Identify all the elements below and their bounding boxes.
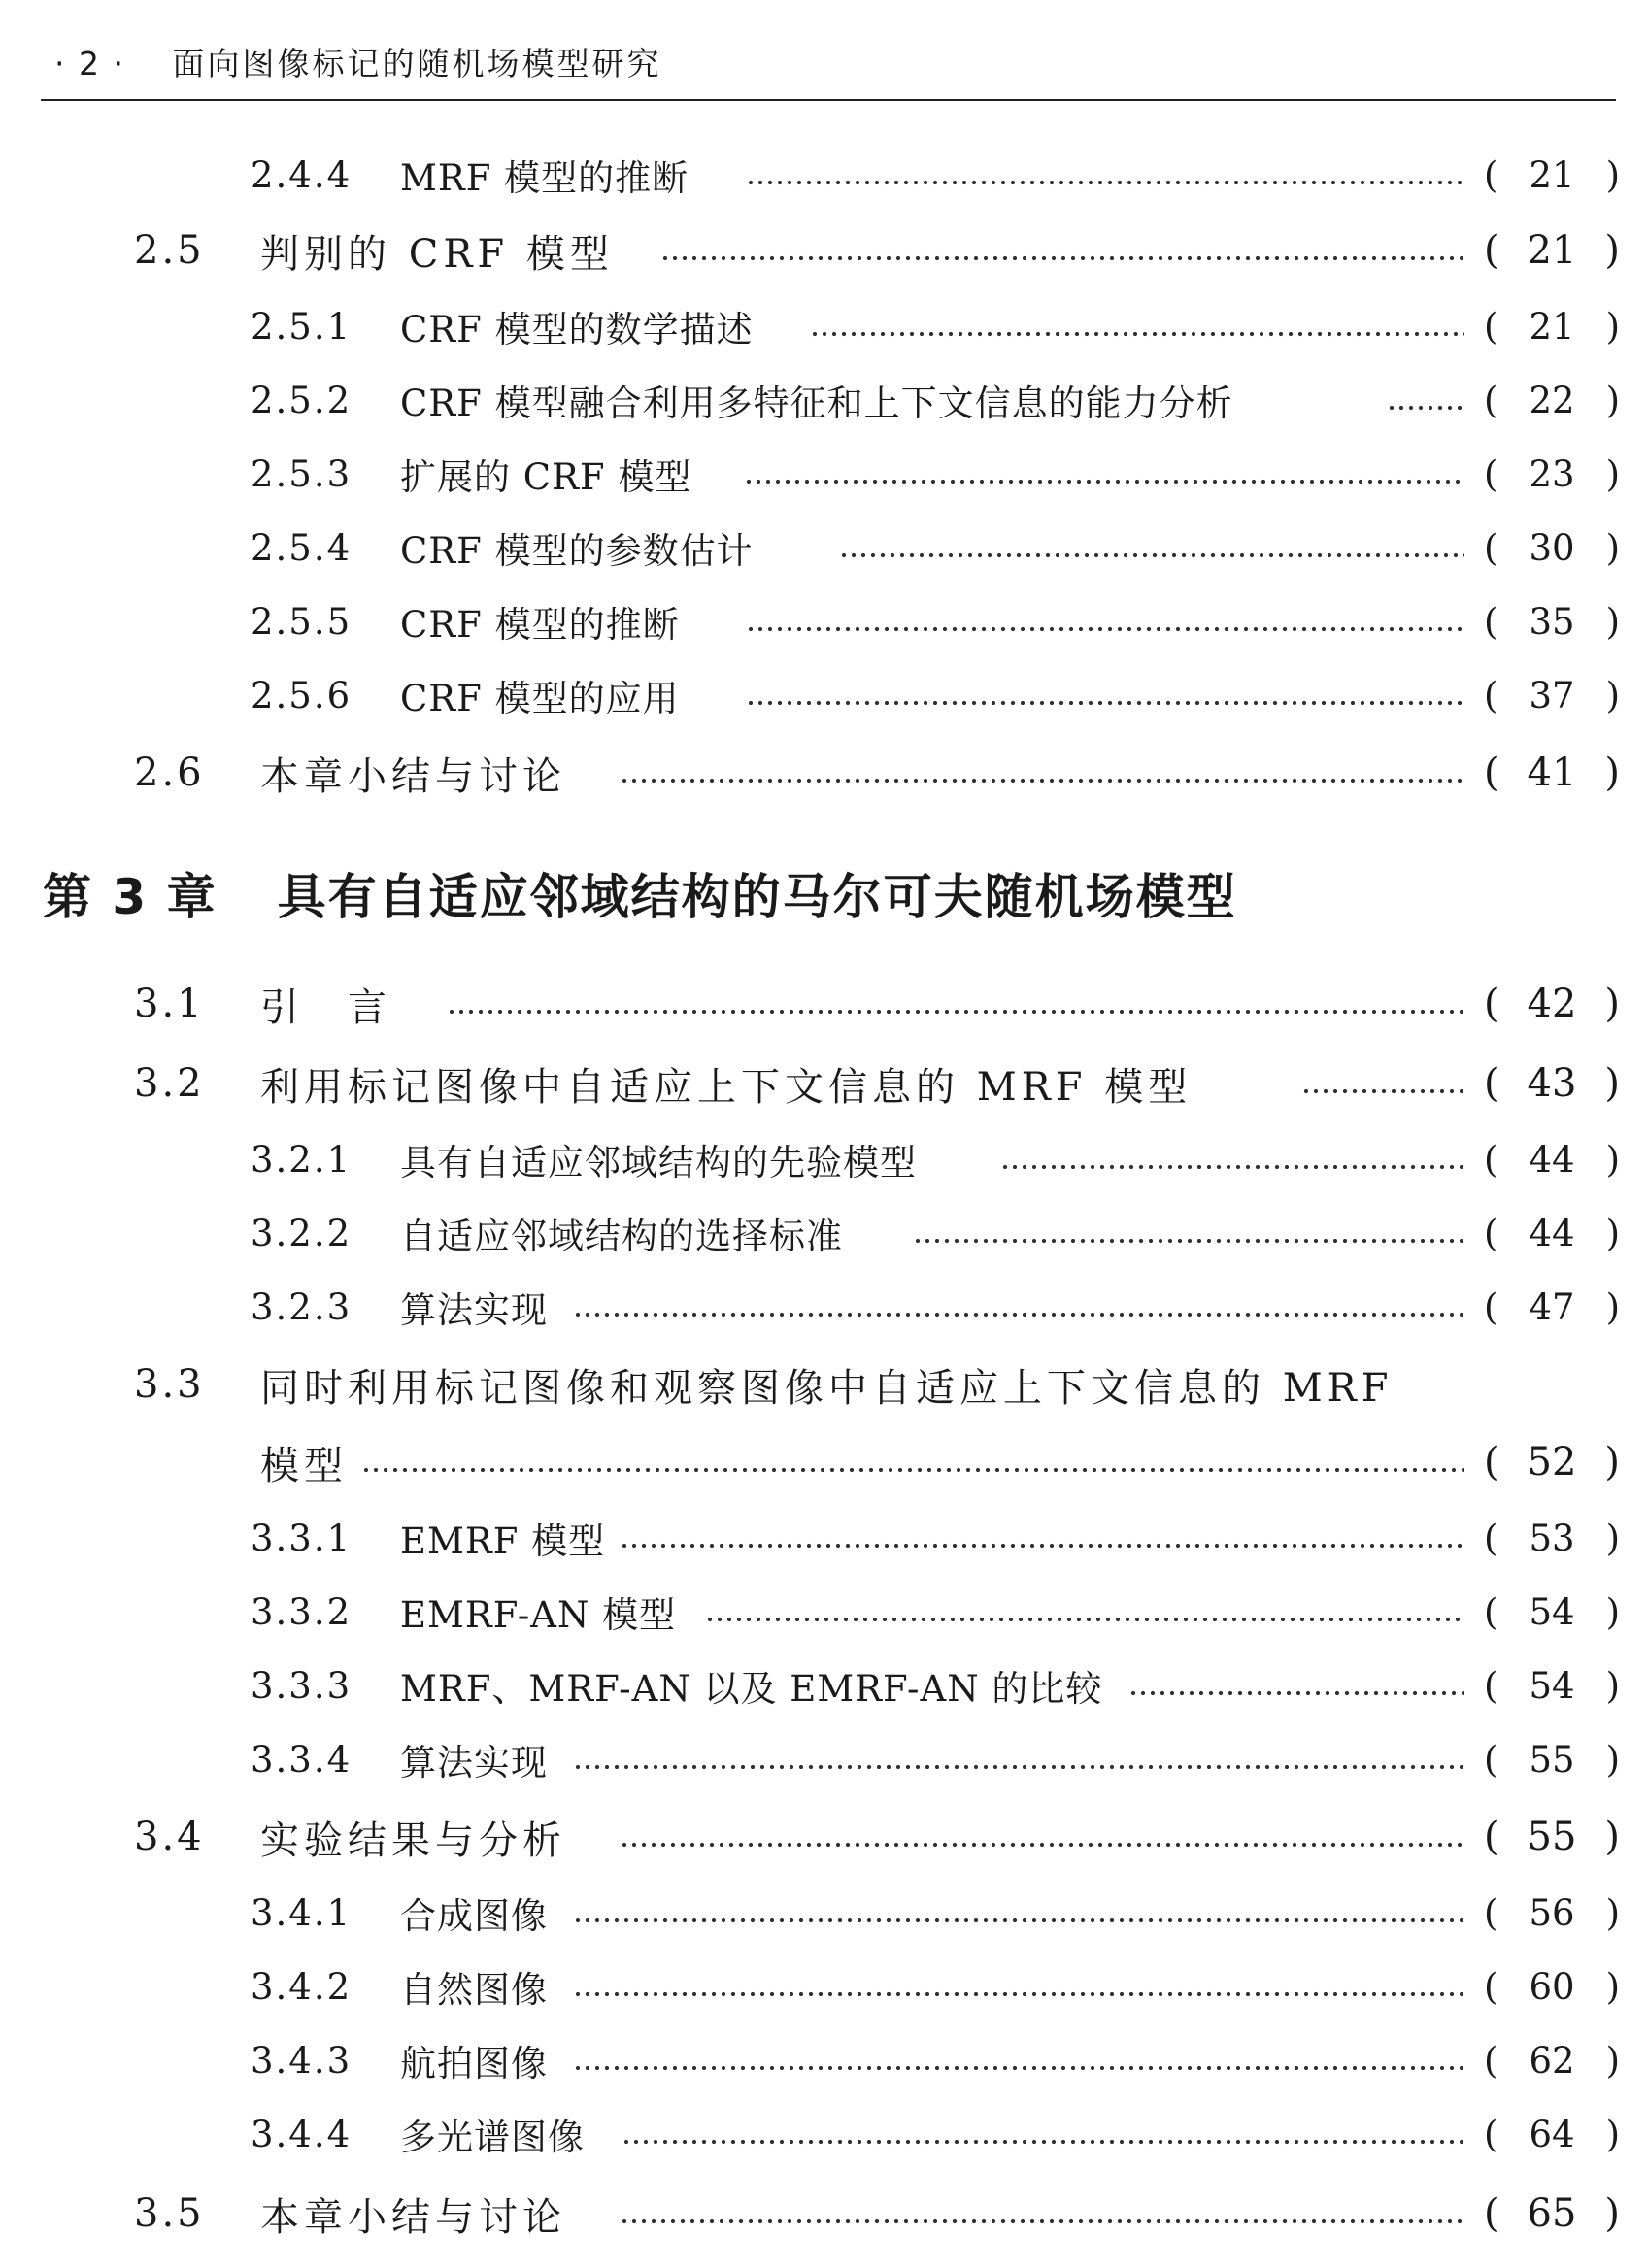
page-ref: ( 55 ) <box>1484 1815 1620 1859</box>
toc-entry-3-3[interactable] <box>0 1355 1648 1414</box>
dot-leader <box>573 1917 1464 1924</box>
section-title: 判别的 CRF 模型 <box>260 231 614 277</box>
toc-entry-3-2-2[interactable] <box>0 1204 1648 1262</box>
dot-leader <box>573 1763 1464 1771</box>
section-number: 3.3.2 <box>251 1590 353 1633</box>
dot-leader <box>620 1542 1464 1550</box>
section-number: 2.5.6 <box>251 674 353 717</box>
toc-entry-3-4-1[interactable] <box>0 1884 1648 1942</box>
page-ref: ( 60 ) <box>1484 1965 1620 2008</box>
dot-leader <box>705 1616 1464 1623</box>
page-ref: ( 23 ) <box>1484 452 1620 495</box>
section-number: 3.2.2 <box>251 1212 353 1254</box>
page-ref: ( 21 ) <box>1484 228 1620 273</box>
section-number: 3.4 <box>134 1815 205 1859</box>
section-number: 3.3.1 <box>251 1517 353 1559</box>
section-title: 引 言 <box>260 984 391 1030</box>
section-number: 2.5.1 <box>251 305 353 348</box>
section-title: CRF 模型的数学描述 <box>400 309 754 350</box>
chapter-heading[interactable] <box>43 854 1237 932</box>
page-ref: ( 65 ) <box>1484 2191 1620 2236</box>
page-ref: ( 21 ) <box>1484 305 1620 348</box>
dot-leader <box>913 1237 1464 1245</box>
page-ref: ( 44 ) <box>1484 1212 1620 1254</box>
toc-entry-2-5-4[interactable] <box>0 518 1648 577</box>
section-title: CRF 模型的参数估计 <box>400 530 754 572</box>
section-title: 本章小结与讨论 <box>260 2194 566 2240</box>
toc-entry-3-3-1[interactable] <box>0 1509 1648 1567</box>
page-ref: ( 55 ) <box>1484 1738 1620 1781</box>
dot-leader <box>620 777 1464 784</box>
dot-leader <box>839 551 1464 559</box>
dot-leader <box>746 699 1464 707</box>
section-number: 3.2.1 <box>251 1138 353 1181</box>
page-ref: ( 62 ) <box>1484 2039 1620 2082</box>
section-title: 算法实现 <box>400 1289 548 1331</box>
toc-entry-2-4-4[interactable] <box>0 146 1648 204</box>
section-title: CRF 模型融合利用多特征和上下文信息的能力分析 <box>400 383 1233 424</box>
section-number: 3.3.3 <box>251 1664 353 1707</box>
toc-entry-3-2-3[interactable] <box>0 1278 1648 1336</box>
section-title: MRF 模型的推断 <box>400 157 689 199</box>
section-number: 2.6 <box>134 750 205 795</box>
section-title: 多光谱图像 <box>400 2117 585 2158</box>
page-ref: ( 52 ) <box>1484 1440 1620 1484</box>
section-number: 2.5.2 <box>251 379 353 421</box>
dot-leader <box>1301 1087 1464 1095</box>
section-title: 自然图像 <box>400 1969 548 2011</box>
page-ref: ( 44 ) <box>1484 1138 1620 1181</box>
section-number: 2.5 <box>134 228 205 273</box>
section-title: 合成图像 <box>400 1895 548 1937</box>
section-title: 本章小结与讨论 <box>260 753 566 799</box>
section-title: EMRF 模型 <box>400 1520 606 1562</box>
page-ref: ( 42 ) <box>1484 982 1620 1026</box>
section-title: CRF 模型的推断 <box>400 604 680 646</box>
section-title: MRF、MRF-AN 以及 EMRF-AN 的比较 <box>400 1668 1103 1710</box>
toc-entry-3-3-4[interactable] <box>0 1730 1648 1788</box>
dot-leader <box>746 179 1464 186</box>
toc-entry-2-5-5[interactable] <box>0 592 1648 650</box>
book-title: 面向图像标记的随机场模型研究 <box>172 45 662 83</box>
section-title: CRF 模型的应用 <box>400 678 680 719</box>
section-title: 利用标记图像中自适应上下文信息的 MRF 模型 <box>260 1064 1193 1110</box>
section-title: 航拍图像 <box>400 2043 548 2085</box>
section-number: 3.1 <box>134 982 205 1026</box>
section-number: 3.4.1 <box>251 1891 353 1934</box>
section-title: 扩展的 CRF 模型 <box>400 456 692 498</box>
section-number: 3.4.2 <box>251 1965 353 2008</box>
section-number: 2.5.3 <box>251 452 353 495</box>
dot-leader <box>447 1008 1464 1016</box>
toc-entry-3-4-4[interactable] <box>0 2105 1648 2163</box>
page-ref: ( 64 ) <box>1484 2113 1620 2155</box>
page-ref: ( 56 ) <box>1484 1891 1620 1934</box>
section-title: 具有自适应邻域结构的先验模型 <box>400 1142 917 1184</box>
section-number: 3.2.3 <box>251 1285 353 1328</box>
page-number: · 2 · <box>54 45 125 83</box>
chapter-number: 第 3 章 <box>43 869 218 925</box>
page-ref: ( 54 ) <box>1484 1664 1620 1707</box>
section-title: 实验结果与分析 <box>260 1818 566 1863</box>
section-number: 2.5.5 <box>251 600 353 643</box>
toc-entry-2-5-3[interactable] <box>0 445 1648 503</box>
section-number: 2.4.4 <box>251 153 353 196</box>
section-number: 3.5 <box>134 2191 205 2236</box>
dot-leader <box>573 2064 1464 2072</box>
page-ref: ( 30 ) <box>1484 526 1620 569</box>
page-ref: ( 53 ) <box>1484 1517 1620 1559</box>
page-ref: ( 54 ) <box>1484 1590 1620 1633</box>
running-header <box>41 43 1616 101</box>
dot-leader <box>746 625 1464 633</box>
page-ref: ( 47 ) <box>1484 1285 1620 1328</box>
section-title: 算法实现 <box>400 1742 548 1784</box>
toc-entry-2-6[interactable] <box>0 744 1648 802</box>
page-ref: ( 37 ) <box>1484 674 1620 717</box>
dot-leader <box>1387 404 1464 412</box>
section-number: 3.4.3 <box>251 2039 353 2082</box>
toc-entry-2-5-1[interactable] <box>0 297 1648 355</box>
toc-entry-2-5-2[interactable] <box>0 371 1648 429</box>
toc-entry-3-5[interactable] <box>0 2185 1648 2243</box>
page-ref: ( 41 ) <box>1484 750 1620 795</box>
section-title-continued: 模型 <box>260 1443 348 1488</box>
dot-leader <box>810 330 1464 338</box>
section-title: 自适应邻域结构的选择标准 <box>400 1216 843 1257</box>
toc-entry-3-3-2[interactable] <box>0 1583 1648 1641</box>
toc-entry-3-1[interactable] <box>0 975 1648 1033</box>
section-number: 3.2 <box>134 1061 205 1106</box>
section-title: EMRF-AN 模型 <box>400 1594 677 1636</box>
dot-leader <box>573 1311 1464 1318</box>
dot-leader <box>744 478 1464 485</box>
toc-entry-2-5[interactable] <box>0 221 1648 280</box>
dot-leader <box>1000 1163 1464 1171</box>
section-number: 2.5.4 <box>251 526 353 569</box>
dot-leader <box>622 2138 1464 2146</box>
dot-leader <box>620 1841 1464 1849</box>
dot-leader <box>660 254 1464 262</box>
page-ref: ( 21 ) <box>1484 153 1620 196</box>
toc-entry-3-2[interactable] <box>0 1054 1648 1113</box>
section-number: 3.3 <box>134 1362 205 1407</box>
chapter-title: 具有自适应邻域结构的马尔可夫随机场模型 <box>277 869 1237 925</box>
toc-entry-3-4-3[interactable] <box>0 2031 1648 2089</box>
section-number: 3.4.4 <box>251 2113 353 2155</box>
dot-leader <box>1128 1689 1464 1697</box>
dot-leader <box>620 2218 1464 2225</box>
toc-entry-3-3-continued[interactable] <box>0 1433 1648 1491</box>
section-number: 3.3.4 <box>251 1738 353 1781</box>
toc-entry-3-3-3[interactable] <box>0 1656 1648 1715</box>
toc-entry-3-2-1[interactable] <box>0 1130 1648 1188</box>
page-ref: ( 35 ) <box>1484 600 1620 643</box>
dot-leader <box>573 1990 1464 1998</box>
dot-leader <box>361 1466 1464 1474</box>
toc-entry-2-5-6[interactable] <box>0 666 1648 724</box>
page-ref: ( 22 ) <box>1484 379 1620 421</box>
section-title: 同时利用标记图像和观察图像中自适应上下文信息的 MRF <box>260 1365 1394 1411</box>
toc-entry-3-4-2[interactable] <box>0 1957 1648 2016</box>
toc-entry-3-4[interactable] <box>0 1808 1648 1866</box>
page-ref: ( 43 ) <box>1484 1061 1620 1106</box>
